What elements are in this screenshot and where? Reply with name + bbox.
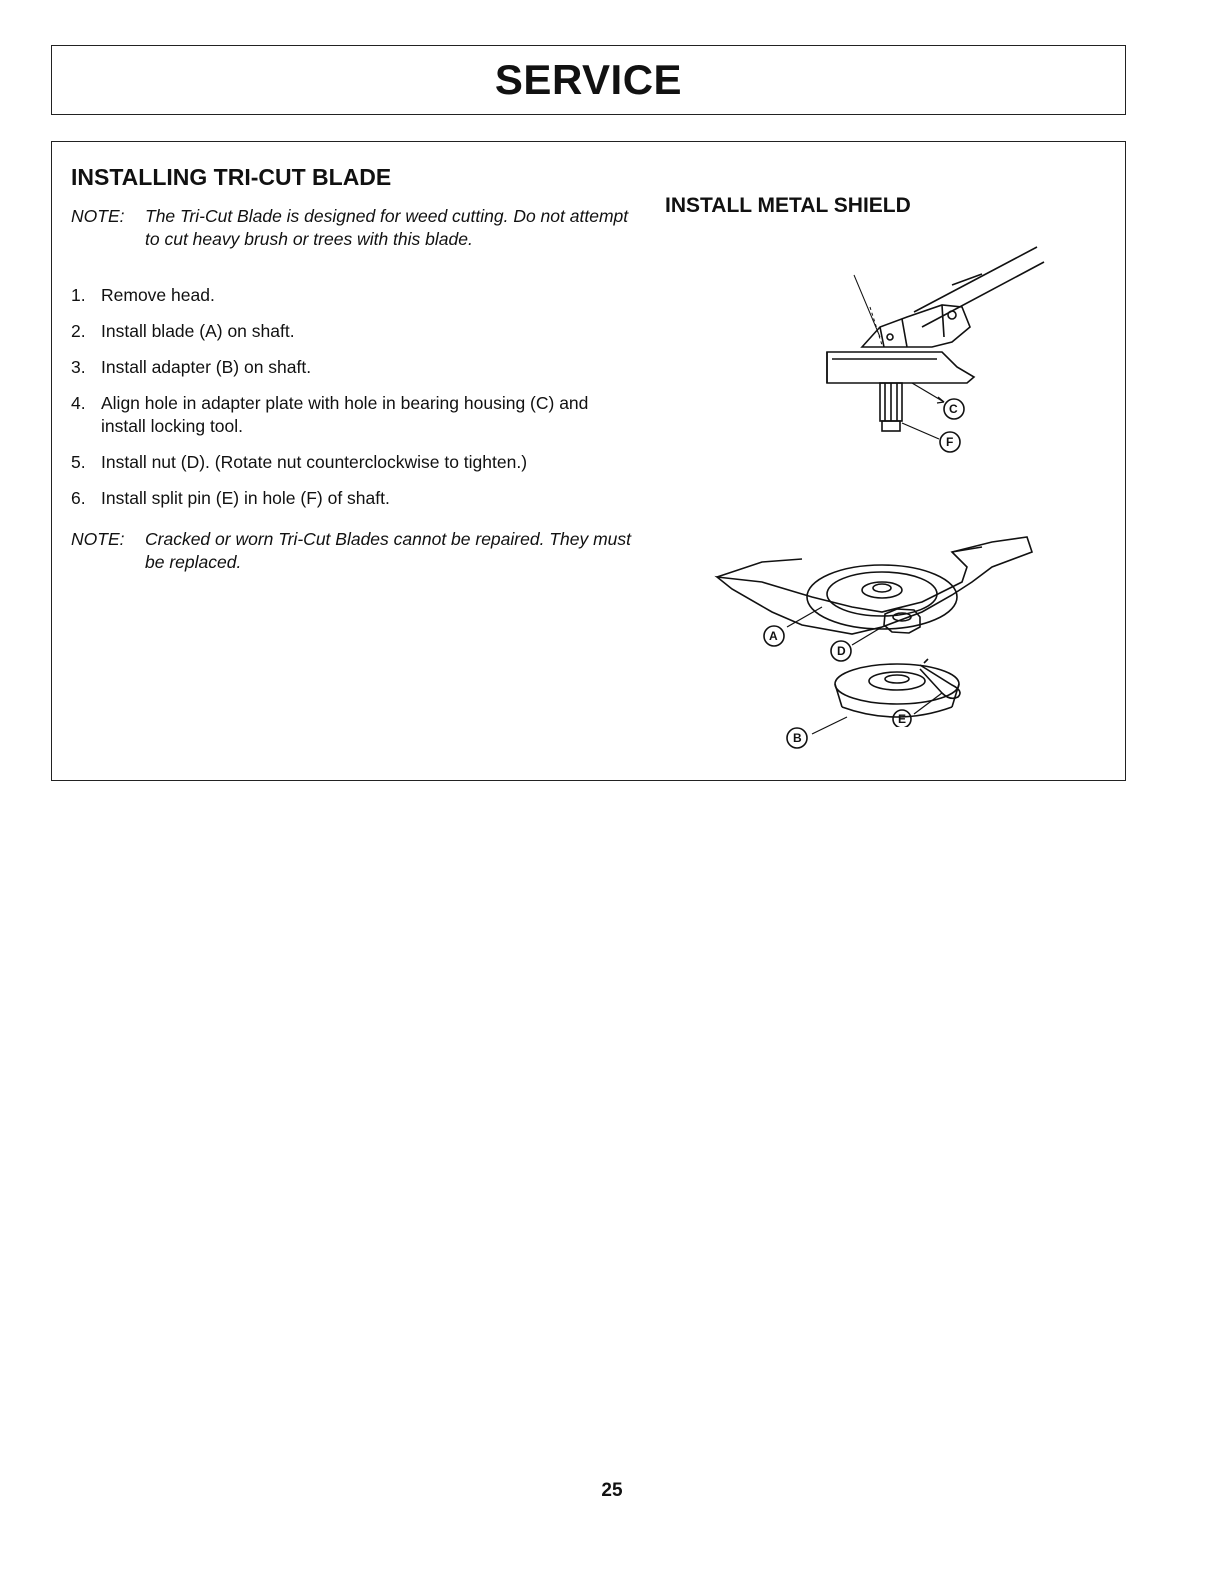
step-item bbox=[71, 320, 631, 343]
step-number: 4. bbox=[71, 393, 86, 413]
step-text: Install adapter (B) on shaft. bbox=[101, 357, 312, 377]
nut bbox=[884, 609, 920, 633]
step-item bbox=[71, 487, 631, 510]
spline-shaft bbox=[880, 383, 902, 431]
step-number: 1. bbox=[71, 285, 86, 305]
note-text: Cracked or worn Tri-Cut Blades cannot be repaired. They must be replaced. bbox=[145, 529, 631, 572]
step-number: 6. bbox=[71, 488, 86, 508]
note-label: NOTE: bbox=[71, 529, 125, 549]
note-text: The Tri-Cut Blade is designed for weed cutting. Do not attempt to cut heavy brush or trees with this blade. bbox=[145, 206, 629, 249]
steps-list bbox=[71, 284, 631, 523]
step-number: 3. bbox=[71, 357, 86, 377]
figure-title: INSTALL METAL SHIELD bbox=[665, 194, 911, 217]
callout-f: F bbox=[946, 435, 954, 449]
step-text: Align hole in adapter plate with hole in bearing housing (C) and install locking tool. bbox=[101, 393, 589, 436]
step-number: 5. bbox=[71, 452, 86, 472]
header-box bbox=[51, 45, 1126, 115]
section-title: INSTALLING TRI-CUT BLADE bbox=[71, 164, 392, 190]
callout-b: B bbox=[793, 731, 802, 745]
metal-shield bbox=[827, 352, 974, 383]
shaft-tube bbox=[914, 247, 1044, 327]
step-text: Install blade (A) on shaft. bbox=[101, 321, 295, 341]
content-box bbox=[51, 141, 1126, 781]
callout-c: C bbox=[949, 402, 958, 416]
page-number: 25 bbox=[601, 1480, 623, 1501]
step-item bbox=[71, 451, 631, 474]
step-item bbox=[71, 392, 631, 438]
note-weed-cutting bbox=[71, 205, 631, 251]
step-item bbox=[71, 284, 631, 307]
note-replace-blades bbox=[71, 528, 631, 574]
callout-d: D bbox=[837, 644, 846, 658]
note-label: NOTE: bbox=[71, 206, 125, 226]
step-text: Install split pin (E) in hole (F) of shaft. bbox=[101, 488, 390, 508]
nut-and-pin-diagram bbox=[652, 597, 1092, 727]
step-text: Remove head. bbox=[101, 285, 215, 305]
step-item bbox=[71, 356, 631, 379]
callout-e: E bbox=[898, 712, 907, 726]
step-text: Install nut (D). (Rotate nut counterclockwise to tighten.) bbox=[101, 452, 528, 472]
split-pin bbox=[920, 659, 960, 698]
page-title: SERVICE bbox=[494, 56, 683, 103]
callout-a: A bbox=[769, 629, 778, 643]
step-number: 2. bbox=[71, 321, 86, 341]
